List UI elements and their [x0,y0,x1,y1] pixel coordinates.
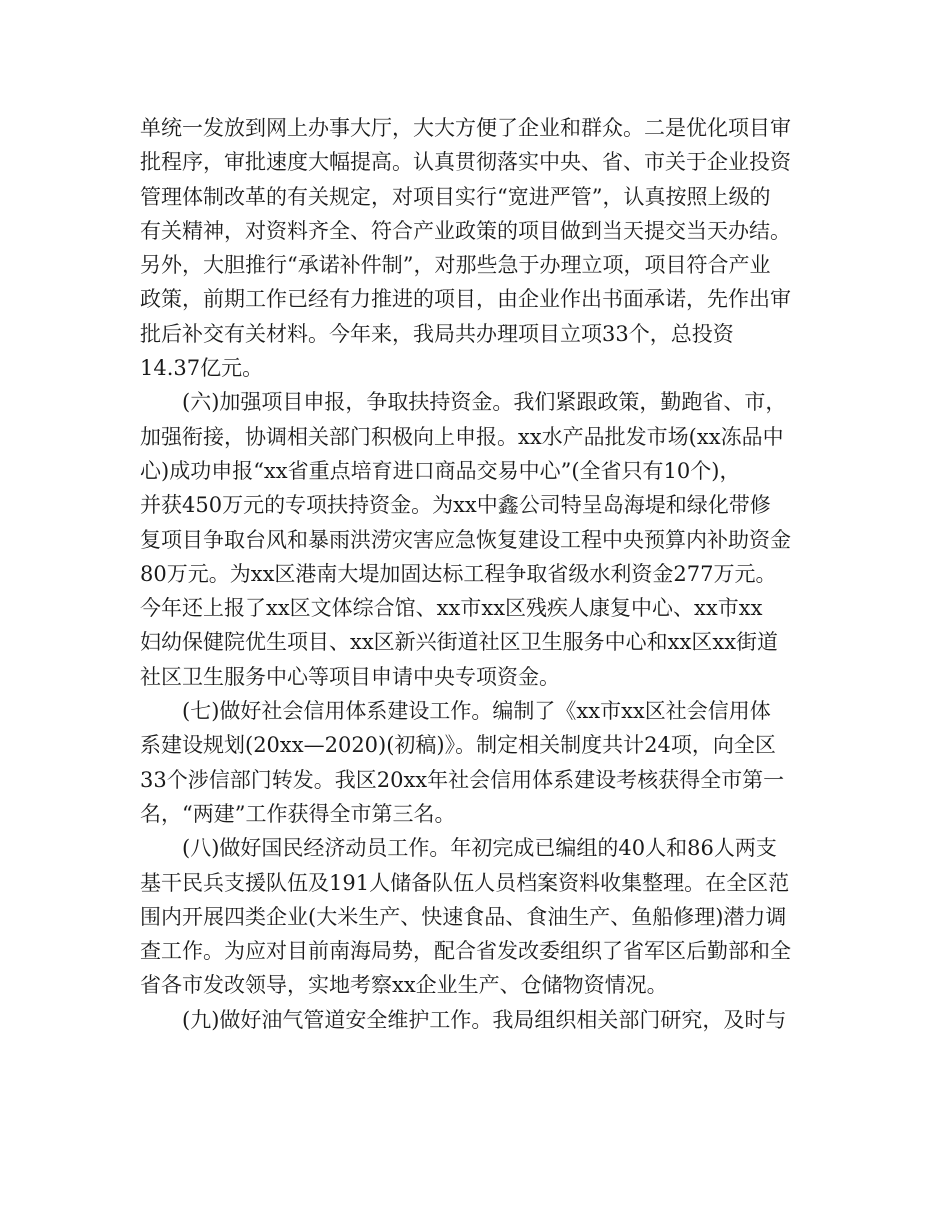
paragraph-pipeline-safety: (九)做好油气管道安全维护工作。我局组织相关部门研究，及时与 [182,1007,787,1032]
paragraph-approval-procedure: 单统一发放到网上办事大厅，大大方便了企业和群众。二是优化项目审 批程序，审批速度大幅提高。认真贯彻落实中央、省、市关于企业投资 管理体制改革的有关规定，对项目实行“宽进严管”，认真按照上级的 有关精神，对资料齐全、符合产业政策的项目做到当天提交当天办结。 另外，大胆推行“承诺补件制”，对那些急于办理立项，项目符合产业 政策，前期工作已经有力推进的项目，由企业作出书面承诺，先作出审 批后补交有关材料。今年来，我局共办理项目立项33个，总投资 14.37亿元。 [140,116,791,381]
paragraph-economic-mobilization: (八)做好国民经济动员工作。年初完成已编组的40人和86人两支 基干民兵支援队伍及191人储备队伍人员档案资料收集整理。在全区范 围内开展四类企业(大米生产、快速食品、食油生产、鱼船修理)潜力调 查工作。为应对目前南海局势，配合省发改委组织了省军区后勤部和全 省各市发改领导，实地考察xx企业生产、仓储物资情况。 [140,836,791,998]
document-body [140,111,816,1037]
paragraph-project-funding: (六)加强项目申报，争取扶持资金。我们紧跟政策，勤跑省、市， 加强衔接，协调相关部门积极向上申报。xx水产品批发市场(xx冻品中 心)成功申报“xx省重点培育进口商品交易中心”(全省只有10个)， 并获450万元的专项扶持资金。为xx中鑫公司特呈岛海堤和绿化带修 复项目争取台风和暴雨洪涝灾害应急恢复建设工程中央预算内补助资金 80万元。为xx区港南大堤加固达标工程争取省级水利资金277万元。 今年还上报了xx区文体综合馆、xx市xx区残疾人康复中心、xx市xx 妇幼保健院优生项目、xx区新兴街道社区卫生服务中心和xx区xx街道 社区卫生服务中心等项目申请中央专项资金。 [140,390,791,689]
paragraph-social-credit: (七)做好社会信用体系建设工作。编制了《xx市xx区社会信用体 系建设规划(20xx—2020)(初稿)》。制定相关制度共计24项，向全区 33个涉信部门转发。我区20xx年社会信用体系建设考核获得全市第一 名，“两建”工作获得全市第三名。 [140,699,785,826]
